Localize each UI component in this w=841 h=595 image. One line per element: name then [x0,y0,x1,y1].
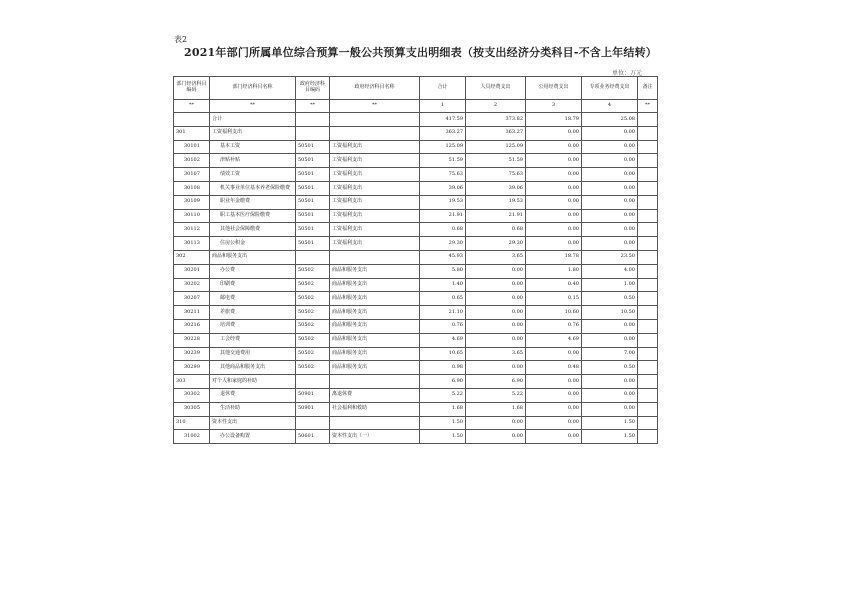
gov-name-cell: 商品和服务支出 [330,361,420,375]
note-cell [638,375,658,389]
total-cell: 417.59 [420,113,466,127]
gov-name-cell: 商品和服务支出 [330,347,420,361]
gov-name-cell: 工资福利支出 [330,237,420,251]
name-cell: 住房公积金 [210,237,296,251]
project-cell: 0.00 [582,319,638,333]
name-cell: 津贴补贴 [210,154,296,168]
table-row [174,140,658,154]
gov-code-cell: 50502 [296,264,330,278]
name-cell: 差旅费 [210,306,296,320]
index-cell: ** [174,100,210,113]
gov-code-cell: 50501 [296,140,330,154]
public-cell: 0.15 [526,292,582,306]
code-cell: 303 [174,375,210,389]
public-cell: 4.69 [526,333,582,347]
staff-cell: 0.00 [466,278,526,292]
staff-cell: 0.00 [466,361,526,375]
gov-name-cell [330,375,420,389]
gov-code-cell: 50502 [296,319,330,333]
total-cell: 5.22 [420,388,466,402]
code-cell: 30101 [174,140,210,154]
name-cell: 退休费 [210,388,296,402]
note-cell [638,113,658,127]
col-header-total: 合计 [420,77,466,100]
table-row [174,223,658,237]
public-cell: 0.00 [526,347,582,361]
gov-code-cell: 50501 [296,237,330,251]
code-cell: 30109 [174,195,210,209]
code-cell: 30305 [174,402,210,416]
note-cell [638,361,658,375]
name-cell: 机关事业单位基本养老保险缴费 [210,181,296,195]
staff-cell: 39.06 [466,181,526,195]
note-cell [638,430,658,444]
note-cell [638,140,658,154]
gov-name-cell: 商品和服务支出 [330,264,420,278]
name-cell: 职业年金缴费 [210,195,296,209]
page-title: 2021年部门所属单位综合预算一般公共预算支出明细表（按支出经济分类科目-不含上年结转） [184,46,657,59]
index-cell: 2 [466,100,526,113]
table-row [174,319,658,333]
gov-name-cell: 工资福利支出 [330,223,420,237]
table-row [174,209,658,223]
project-cell: 25.08 [582,113,638,127]
note-cell [638,333,658,347]
name-cell: 其他交通费用 [210,347,296,361]
code-cell: 31002 [174,430,210,444]
total-cell: 1.40 [420,278,466,292]
col-header-project: 专项业务经费支出 [582,77,638,100]
name-cell: 资本性支出 [210,416,296,430]
gov-code-cell: 50901 [296,388,330,402]
code-cell: 30102 [174,154,210,168]
project-cell: 0.00 [582,223,638,237]
gov-name-cell: 工资福利支出 [330,181,420,195]
total-cell: 29.30 [420,237,466,251]
table-row [174,292,658,306]
note-cell [638,278,658,292]
code-cell: 30113 [174,237,210,251]
total-cell: 125.09 [420,140,466,154]
gov-name-cell [330,416,420,430]
name-cell: 办公费 [210,264,296,278]
total-cell: 21.91 [420,209,466,223]
table-row [174,306,658,320]
gov-code-cell [296,375,330,389]
staff-cell: 363.27 [466,126,526,140]
total-cell: 21.10 [420,306,466,320]
project-cell: 0.00 [582,209,638,223]
gov-name-cell: 工资福利支出 [330,168,420,182]
note-cell [638,402,658,416]
code-cell: 30302 [174,388,210,402]
gov-name-cell: 社会福利和救助 [330,402,420,416]
public-cell: 0.00 [526,126,582,140]
code-cell [174,113,210,127]
staff-cell: 0.00 [466,264,526,278]
staff-cell: 21.91 [466,209,526,223]
name-cell: 其他社会保障缴费 [210,223,296,237]
gov-code-cell: 50501 [296,181,330,195]
code-cell: 30216 [174,319,210,333]
table-row [174,402,658,416]
gov-name-cell [330,250,420,264]
total-cell: 5.80 [420,264,466,278]
note-cell [638,126,658,140]
project-cell: 0.00 [582,195,638,209]
gov-code-cell: 50501 [296,209,330,223]
gov-code-cell: 50502 [296,278,330,292]
gov-code-cell: 50502 [296,333,330,347]
index-cell: 4 [582,100,638,113]
code-cell: 30107 [174,168,210,182]
table-row [174,416,658,430]
name-cell: 生活补助 [210,402,296,416]
table-row [174,181,658,195]
note-cell [638,347,658,361]
public-cell: 18.79 [526,113,582,127]
public-cell: 0.00 [526,430,582,444]
name-cell: 培训费 [210,319,296,333]
gov-code-cell [296,113,330,127]
project-cell: 0.00 [582,375,638,389]
note-cell [638,181,658,195]
public-cell: 0.00 [526,181,582,195]
staff-cell: 0.00 [466,306,526,320]
col-header-gov-code: 政府经济科目编码 [296,77,330,100]
name-cell: 办公设备购置 [210,430,296,444]
gov-code-cell [296,250,330,264]
public-cell: 0.48 [526,361,582,375]
col-header-public: 公用经费支出 [526,77,582,100]
total-cell: 0.76 [420,319,466,333]
gov-name-cell: 商品和服务支出 [330,319,420,333]
name-cell: 合计 [210,113,296,127]
total-cell: 1.50 [420,430,466,444]
staff-cell: 6.90 [466,375,526,389]
name-cell: 其他商品和服务支出 [210,361,296,375]
staff-cell: 3.65 [466,347,526,361]
gov-code-cell [296,126,330,140]
staff-cell: 3.65 [466,250,526,264]
project-cell: 0.00 [582,333,638,347]
project-cell: 0.00 [582,126,638,140]
total-cell: 0.98 [420,361,466,375]
public-cell: 0.00 [526,195,582,209]
gov-name-cell: 工资福利支出 [330,209,420,223]
code-cell: 30110 [174,209,210,223]
code-cell: 30239 [174,347,210,361]
gov-code-cell: 50501 [296,154,330,168]
gov-name-cell: 离退休费 [330,388,420,402]
col-header-note: 备注 [638,77,658,100]
code-cell: 301 [174,126,210,140]
table-row [174,375,658,389]
code-cell: 30211 [174,306,210,320]
project-cell: 7.00 [582,347,638,361]
total-cell: 45.93 [420,250,466,264]
staff-cell: 19.53 [466,195,526,209]
staff-cell: 0.00 [466,430,526,444]
name-cell: 工资福利支出 [210,126,296,140]
total-cell: 51.59 [420,154,466,168]
total-cell: 0.68 [420,223,466,237]
project-cell: 0.50 [582,292,638,306]
note-cell [638,264,658,278]
note-cell [638,154,658,168]
total-cell: 6.90 [420,375,466,389]
table-row [174,126,658,140]
gov-code-cell: 50501 [296,223,330,237]
gov-code-cell: 50502 [296,347,330,361]
project-cell: 0.00 [582,181,638,195]
col-header-code: 部门经济科目编码 [174,77,210,100]
gov-name-cell: 商品和服务支出 [330,278,420,292]
table-row [174,237,658,251]
name-cell: 职工基本医疗保险缴费 [210,209,296,223]
index-row [174,100,658,113]
table-row [174,347,658,361]
public-cell: 1.80 [526,264,582,278]
gov-name-cell: 工资福利支出 [330,154,420,168]
total-cell: 75.63 [420,168,466,182]
gov-code-cell: 50502 [296,306,330,320]
gov-code-cell [296,416,330,430]
staff-cell: 29.30 [466,237,526,251]
code-cell: 310 [174,416,210,430]
public-cell: 0.00 [526,375,582,389]
note-cell [638,306,658,320]
name-cell: 对个人和家庭的补助 [210,375,296,389]
project-cell: 1.00 [582,278,638,292]
total-cell: 1.68 [420,402,466,416]
note-cell [638,292,658,306]
staff-cell: 75.63 [466,168,526,182]
total-cell: 4.69 [420,333,466,347]
total-cell: 19.53 [420,195,466,209]
table-row [174,333,658,347]
public-cell: 10.60 [526,306,582,320]
project-cell: 23.50 [582,250,638,264]
project-cell: 0.00 [582,237,638,251]
public-cell: 0.00 [526,209,582,223]
gov-code-cell: 50501 [296,168,330,182]
header-row [174,77,658,100]
note-cell [638,250,658,264]
name-cell: 工会经费 [210,333,296,347]
staff-cell: 5.22 [466,388,526,402]
project-cell: 0.00 [582,140,638,154]
code-cell: 30201 [174,264,210,278]
name-cell: 绩效工资 [210,168,296,182]
project-cell: 0.00 [582,388,638,402]
public-cell: 0.00 [526,237,582,251]
gov-name-cell: 工资福利支出 [330,140,420,154]
table-row [174,278,658,292]
note-cell [638,168,658,182]
table-row [174,250,658,264]
total-cell: 363.27 [420,126,466,140]
public-cell: 0.00 [526,402,582,416]
name-cell: 印刷费 [210,278,296,292]
staff-cell: 0.00 [466,319,526,333]
index-cell: 3 [526,100,582,113]
table-row [174,154,658,168]
table-row [174,430,658,444]
table-row [174,388,658,402]
table-row [174,168,658,182]
staff-cell: 0.00 [466,333,526,347]
gov-code-cell: 50502 [296,361,330,375]
gov-code-cell: 50502 [296,292,330,306]
project-cell: 10.50 [582,306,638,320]
code-cell: 30202 [174,278,210,292]
unit-label: 单位：万元 [612,70,643,77]
public-cell: 0.00 [526,416,582,430]
note-cell [638,195,658,209]
code-cell: 30228 [174,333,210,347]
index-cell: ** [296,100,330,113]
staff-cell: 0.00 [466,292,526,306]
note-cell [638,209,658,223]
staff-cell: 373.82 [466,113,526,127]
table-row [174,113,658,127]
gov-code-cell: 50901 [296,402,330,416]
public-cell: 18.78 [526,250,582,264]
index-cell: ** [638,100,658,113]
public-cell: 0.00 [526,140,582,154]
staff-cell: 125.09 [466,140,526,154]
public-cell: 0.00 [526,154,582,168]
code-cell: 302 [174,250,210,264]
table-row [174,195,658,209]
note-cell [638,319,658,333]
total-cell: 1.50 [420,416,466,430]
public-cell: 0.40 [526,278,582,292]
staff-cell: 1.68 [466,402,526,416]
code-cell: 30108 [174,181,210,195]
gov-code-cell: 50601 [296,430,330,444]
name-cell: 商品和服务支出 [210,250,296,264]
total-cell: 39.06 [420,181,466,195]
staff-cell: 51.59 [466,154,526,168]
project-cell: 0.00 [582,402,638,416]
index-cell: 1 [420,100,466,113]
staff-cell: 0.00 [466,416,526,430]
name-cell: 邮电费 [210,292,296,306]
staff-cell: 0.68 [466,223,526,237]
budget-table [173,76,658,444]
project-cell: 1.50 [582,416,638,430]
gov-name-cell: 资本性支出（一） [330,430,420,444]
code-cell: 30207 [174,292,210,306]
project-cell: 4.00 [582,264,638,278]
col-header-gov-name: 政府经济科目名称 [330,77,420,100]
gov-name-cell [330,126,420,140]
note-cell [638,237,658,251]
table-number: 表2 [174,35,188,44]
note-cell [638,388,658,402]
public-cell: 0.00 [526,223,582,237]
gov-name-cell: 工资福利支出 [330,195,420,209]
code-cell: 30299 [174,361,210,375]
total-cell: 0.65 [420,292,466,306]
project-cell: 1.50 [582,430,638,444]
public-cell: 0.00 [526,388,582,402]
col-header-name: 部门经济科目名称 [210,77,296,100]
table-row [174,361,658,375]
gov-name-cell: 商品和服务支出 [330,292,420,306]
col-header-staff: 人员经费支出 [466,77,526,100]
note-cell [638,223,658,237]
public-cell: 0.76 [526,319,582,333]
gov-name-cell: 商品和服务支出 [330,306,420,320]
name-cell: 基本工资 [210,140,296,154]
project-cell: 0.00 [582,168,638,182]
index-cell: ** [330,100,420,113]
index-cell: ** [210,100,296,113]
table-row [174,264,658,278]
gov-code-cell: 50501 [296,195,330,209]
project-cell: 0.50 [582,361,638,375]
public-cell: 0.00 [526,168,582,182]
note-cell [638,416,658,430]
project-cell: 0.00 [582,154,638,168]
gov-name-cell [330,113,420,127]
gov-name-cell: 商品和服务支出 [330,333,420,347]
total-cell: 10.65 [420,347,466,361]
code-cell: 30112 [174,223,210,237]
